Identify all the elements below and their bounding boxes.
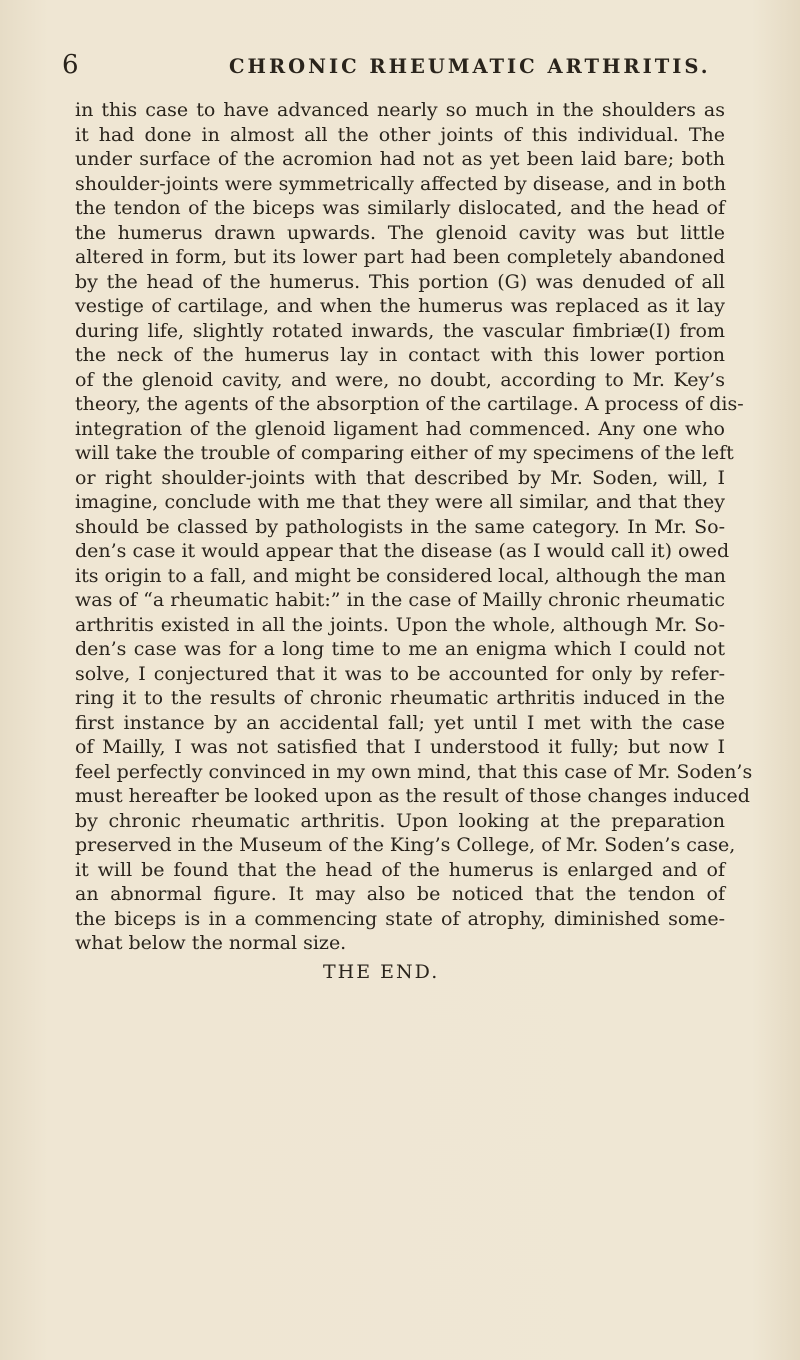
- text-line: it will be found that the head of the humerus is enlarged and of: [75, 858, 725, 881]
- text-line: preserved in the Museum of the King’s College, of Mr. Soden’s case,: [75, 834, 736, 856]
- text-line: of the glenoid cavity, and were, no doubt, according to Mr. Key’s: [75, 368, 725, 391]
- text-line: under surface of the acromion had not as yet been laid bare; both: [75, 148, 725, 170]
- text-line: the humerus drawn upwards. The glenoid cavity was but little: [75, 221, 725, 244]
- text-line: shoulder-joints were symmetrically affected by disease, and in both: [75, 172, 727, 195]
- text-line: the biceps is in a commencing state of atrophy, diminished some-: [75, 907, 725, 930]
- text-line: feel perfectly convinced in my own mind, that this case of Mr. Soden’s: [75, 760, 753, 783]
- text-line: den’s case it would appear that the disease (as I would call it) owed: [75, 540, 730, 562]
- text-line: was of “a rheumatic habit:” in the case of Mailly chronic rheumatic: [75, 589, 725, 611]
- text-line: an abnormal figure. It may also be noticed that the tendon of: [75, 883, 725, 905]
- text-line: by the head of the humerus. This portion (G) was denuded of all: [75, 270, 725, 293]
- text-line: den’s case was for a long time to me an enigma which I could not: [75, 638, 725, 660]
- text-line: of Mailly, I was not satisfied that I understood it fully; but now I: [75, 736, 725, 758]
- text-line: by chronic rheumatic arthritis. Upon looking at the preparation: [75, 809, 725, 832]
- text-line: in this case to have advanced nearly so much in the shoulders as: [75, 99, 725, 121]
- text-line: arthritis existed in all the joints. Upon the whole, although Mr. So-: [75, 613, 725, 636]
- text-line: will take the trouble of comparing either of my specimens of the left: [75, 442, 734, 464]
- text-line: theory, the agents of the absorption of the cartilage. A process of dis-: [75, 393, 744, 415]
- text-line: first instance by an accidental fall; yet until I met with the case: [75, 711, 725, 734]
- running-head: CHRONIC RHEUMATIC ARTHRITIS.: [229, 55, 711, 78]
- the-end-mark: THE END.: [323, 961, 440, 983]
- text-line: altered in form, but its lower part had been completely abandoned: [75, 246, 725, 268]
- text-line: should be classed by pathologists in the same category. In Mr. So-: [75, 515, 725, 538]
- page-header: [62, 48, 738, 88]
- text-line: or right shoulder-joints with that described by Mr. Soden, will, I: [75, 466, 725, 489]
- text-line: during life, slightly rotated inwards, the vascular fimbriæ(I) from: [75, 319, 725, 342]
- text-line: ring it to the results of chronic rheumatic arthritis induced in the: [75, 687, 725, 709]
- text-line: imagine, conclude with me that they were all similar, and that they: [75, 491, 725, 513]
- page-number: 6: [62, 50, 79, 80]
- text-line: the tendon of the biceps was similarly dislocated, and the head of: [75, 197, 725, 219]
- text-line: its origin to a fall, and might be considered local, although the man: [75, 564, 726, 587]
- text-line: vestige of cartilage, and when the humerus was replaced as it lay: [75, 295, 725, 317]
- body-paragraph: [75, 98, 753, 956]
- text-line: must hereafter be looked upon as the result of those changes induced: [75, 785, 750, 807]
- text-line: solve, I conjectured that it was to be accounted for only by refer-: [75, 662, 725, 685]
- text-line: it had done in almost all the other joints of this individual. The: [75, 123, 725, 146]
- text-line: the neck of the humerus lay in contact with this lower portion: [75, 344, 725, 366]
- text-line: integration of the glenoid ligament had commenced. Any one who: [75, 417, 725, 440]
- text-line: what below the normal size.: [75, 932, 347, 954]
